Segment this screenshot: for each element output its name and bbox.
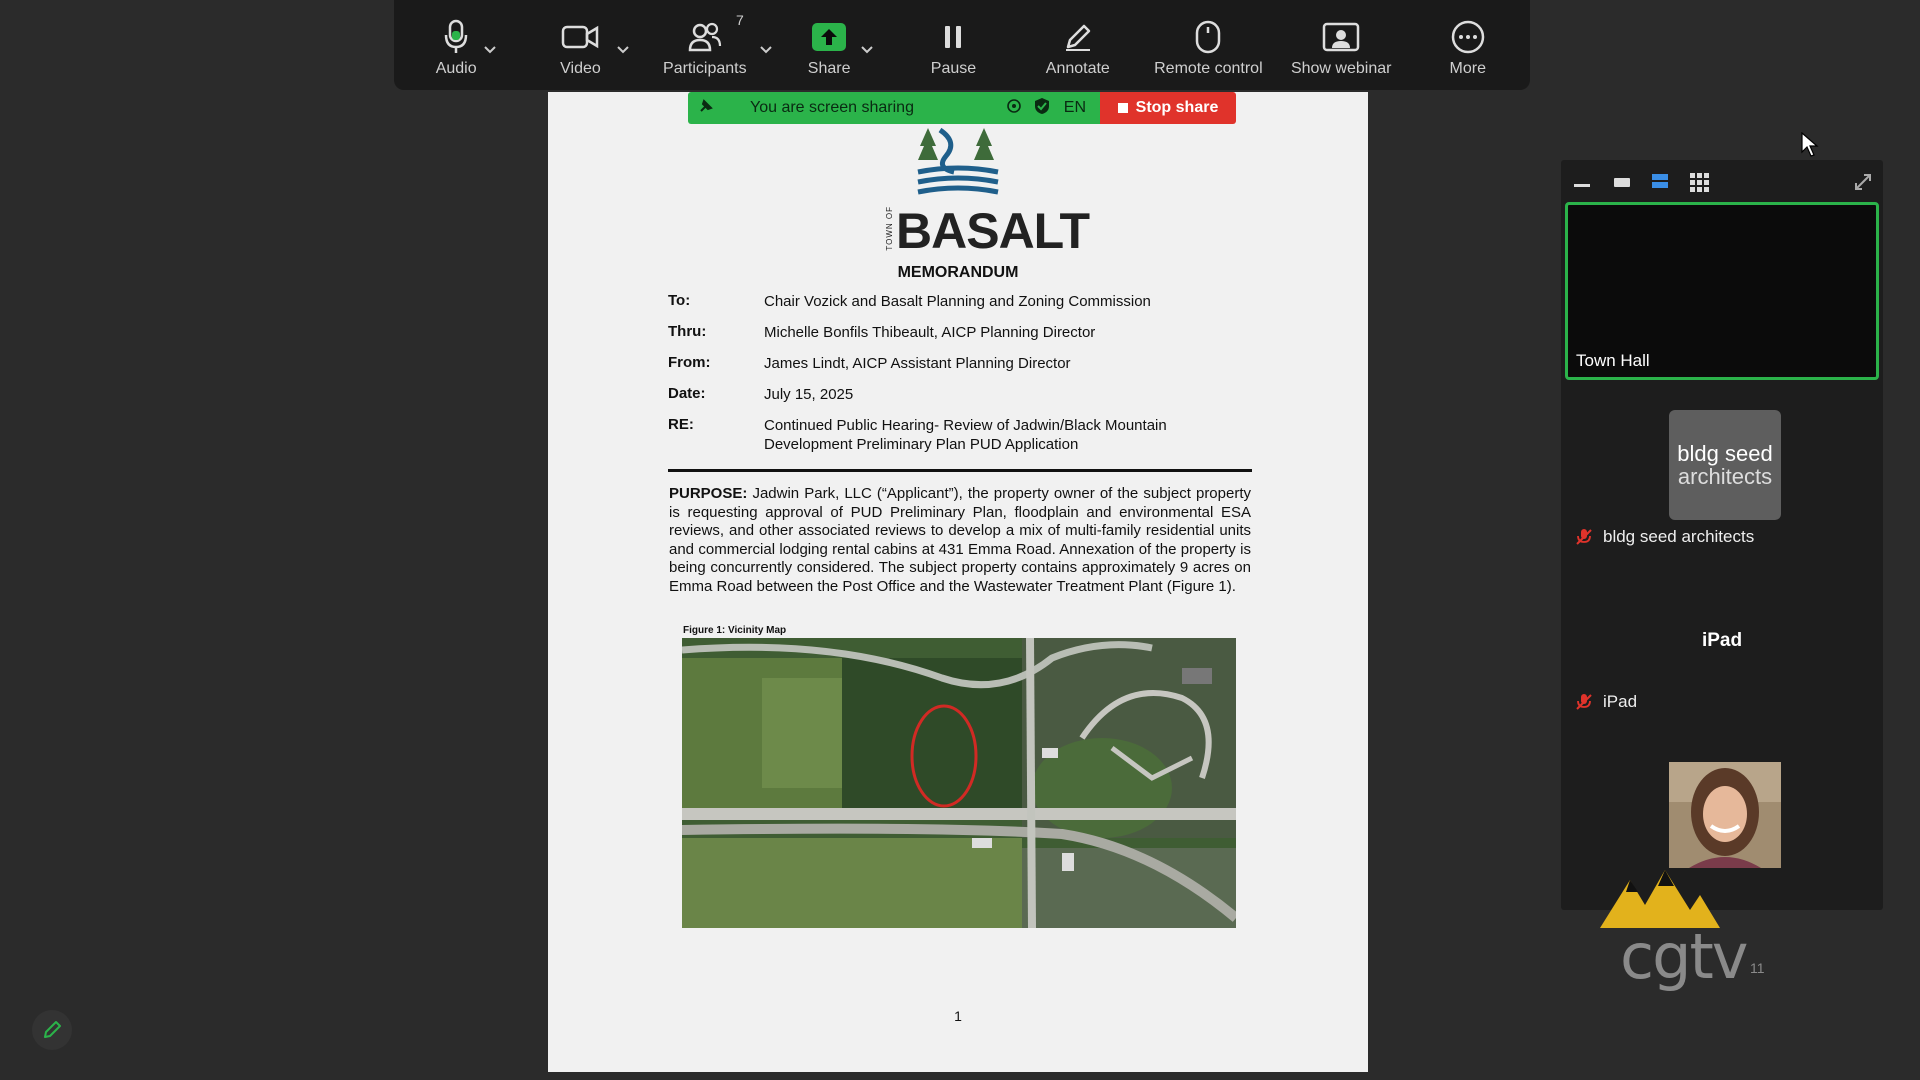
memo-field-key: To: [668,292,691,309]
stop-square-icon [1118,103,1128,113]
cgtv-watermark [1590,860,1780,993]
memo-field-key: Date: [668,385,706,402]
sharing-status-text: You are screen sharing [750,99,914,116]
participant-tile[interactable] [1561,620,1883,750]
pause-label: Pause [930,60,977,77]
pause-share-button[interactable] [905,0,1001,90]
participants-options-chevron-icon[interactable] [756,40,776,60]
purpose-label: PURPOSE: [669,485,748,502]
show-webinar-button[interactable] [1291,0,1392,90]
more-options-icon [1450,18,1486,56]
memo-field-value: James Lindt, AICP Assistant Planning Director [764,355,1071,372]
sharing-status-area[interactable] [688,92,1100,124]
pin-icon[interactable] [698,98,714,119]
memo-field-re [668,416,1204,454]
cgtv-channel-number: 11 [1750,960,1765,976]
participant-name-row [1575,692,1637,712]
avatar-text-line: bldg seed [1677,441,1773,466]
memo-field-value: Continued Public Hearing- Review of Jadwin/Black Mountain Development Preliminary Plan PUD Application [764,417,1167,453]
muted-microphone-icon [1575,528,1593,546]
muted-microphone-icon [1575,693,1593,711]
memo-field-thru [668,323,1204,342]
remote-control-label: Remote control [1154,60,1263,77]
video-gallery-panel [1561,160,1883,910]
vicinity-map-image [682,638,1236,928]
participant-name-row [1575,527,1754,547]
screen-sharing-status-bar[interactable] [688,92,1236,124]
annotation-pencil-button[interactable] [32,1010,72,1050]
expand-icon[interactable] [1853,172,1873,197]
annotate-label: Annotate [1045,60,1110,77]
security-info-icon[interactable] [1006,98,1022,119]
participant-tile[interactable] [1561,410,1883,550]
active-speaker-name: Town Hall [1576,351,1650,370]
memo-field-date [668,385,1204,404]
microphone-icon [442,18,470,56]
memo-title: MEMORANDUM [897,264,1019,281]
pencil-icon [41,1019,63,1041]
gallery-grid-icon[interactable] [1689,172,1709,197]
video-camera-icon [561,18,599,56]
memo-field-value: Michelle Bonfils Thibeault, AICP Planning Director [764,324,1096,341]
audio-options-chevron-icon[interactable] [480,40,500,60]
gallery-view-controls [1561,160,1883,200]
share-label: Share [807,60,851,77]
avatar-text-line: architects [1677,464,1773,489]
video-options-chevron-icon[interactable] [613,40,633,60]
shield-check-icon[interactable] [1034,97,1050,120]
participant-display-name: iPad [1701,630,1743,651]
participants-button[interactable] [657,0,753,90]
stop-share-button[interactable] [1100,92,1236,124]
more-button[interactable] [1420,0,1516,90]
participant-name: bldg seed architects [1603,527,1755,546]
share-screen-icon [811,18,847,56]
show-webinar-label: Show webinar [1290,60,1392,77]
language-indicator[interactable]: EN [1063,99,1086,116]
hide-video-icon[interactable] [1613,172,1631,195]
share-button[interactable] [781,0,877,90]
logo-prefix-text: TOWN OF [885,206,894,251]
participants-count: 7 [736,12,744,28]
memo-field-key: RE: [668,416,694,433]
memo-field-to [668,292,1204,311]
participants-label: Participants [663,60,747,77]
stop-share-label: Stop share [1135,99,1219,116]
mouse-icon [1195,18,1221,56]
cgtv-wordmark: cgtv [1620,920,1747,993]
memo-divider [668,469,1252,472]
speaker-view-icon[interactable] [1651,172,1669,195]
mouse-cursor-icon [1801,132,1819,158]
participant-avatar [1669,410,1781,520]
remote-control-button[interactable] [1154,0,1263,90]
meeting-toolbar [394,0,1530,90]
memo-field-key: From: [668,354,711,371]
purpose-text: Jadwin Park, LLC (“Applicant”), the property owner of the subject property is requesting approval of PUD Preliminary Plan, floodplain and environmental ESA reviews, and other associated reviews to develop a mix of multi-family residential units and commercial lodging rental cabins at 431 Emma Road. Annexation of the property is being concurrently considered. The subject property contains approximately 9 acres on Emma Road between the Post Office and the Wastewater Treatment Plant (Figure 1). [669,485,1251,595]
logo-wordmark: BASALT [896,203,1090,259]
active-speaker-tile[interactable] [1565,202,1879,380]
video-label: Video [560,60,601,77]
page-number: 1 [954,1008,962,1024]
participant-photo[interactable] [1669,762,1781,868]
shared-document-page [548,92,1368,1072]
pencil-icon [1062,18,1094,56]
video-button[interactable] [532,0,628,90]
memo-field-from [668,354,1204,373]
audio-label: Audio [435,60,477,77]
audio-button[interactable] [408,0,504,90]
minimize-icon[interactable] [1573,172,1591,195]
memo-field-value: July 15, 2025 [764,386,854,403]
more-label: More [1449,60,1486,77]
pause-icon [941,18,965,56]
figure-caption: Figure 1: Vicinity Map [683,625,787,636]
annotate-button[interactable] [1030,0,1126,90]
webinar-presenter-icon [1322,18,1360,56]
participant-name: iPad [1603,692,1638,711]
participants-icon [688,12,744,56]
share-options-chevron-icon[interactable] [857,40,877,60]
memo-field-key: Thru: [668,323,707,340]
memo-field-value: Chair Vozick and Basalt Planning and Zoning Commission [764,293,1151,310]
purpose-paragraph [669,485,1251,597]
